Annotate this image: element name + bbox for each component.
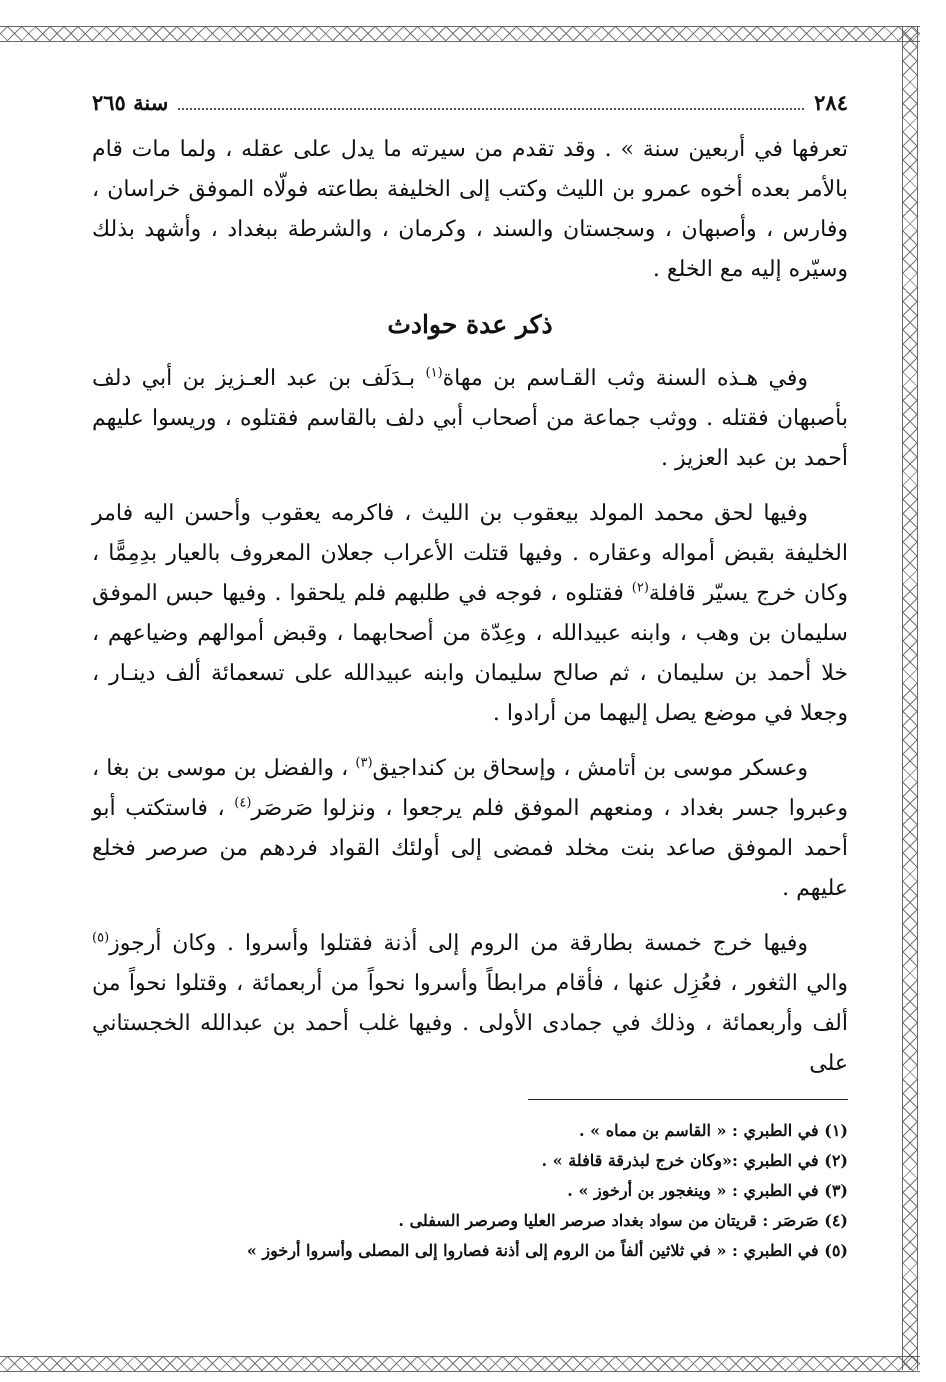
page-header (92, 90, 848, 130)
p3-text-c: ، فاستكتب أبو أحمد الموفق صاعد بنت مخلد فمضى إلى أولئك القواد فردهم من صرصر فخلع عليهم . (92, 796, 848, 901)
footnote-ref-1: (١) (425, 365, 443, 381)
decorative-border-right (902, 26, 918, 1370)
footnote-ref-2: (٢) (631, 580, 649, 596)
footnote-ref-4: (٤) (234, 795, 252, 811)
p3-text-a: وعسكر موسى بن أتامش ، وإسحاق بن كنداجيق (372, 756, 809, 781)
footnote-separator (528, 1099, 848, 1100)
footnote-4: (٤) صَرصَر : قريتان من سواد بغداد صرصر العليا وصرصر السفلى . (398, 1211, 848, 1230)
footnote-2: (٢) في الطبري :«وكان خرج لبذرقة قافلة » . (541, 1151, 848, 1170)
running-title: سنة ٢٦٥ (92, 90, 169, 115)
p1-text-b: بـدَلَف بن عبد العـزيز بن أبي دلف بأصبهان فقتله . ووثب جماعة من أصحاب أبي دلف بالقاسم فقتلوه ، وريسوا عليهم أحمد بن عبد العزيز . (92, 366, 848, 471)
footnote-ref-5: (٥) (92, 930, 110, 946)
paragraph-1 (92, 359, 848, 479)
footnote-5: (٥) في الطبري : « في ثلاثين ألفاً من الروم إلى أذنة فصاروا إلى المصلى وأسروا أرخوز » (246, 1241, 848, 1260)
section-title: ذكر عدة حوادث (387, 310, 553, 339)
paragraph-top: تعرفها في أربعين سنة » . وقد تقدم من سيرته ما يدل على عقله ، ولما مات قام بالأمر بعده أخوه عمرو بن الليث وكتب إلى الخليفة بطاعته فولّاه الموفق خراسان ، وفارس ، وأصبهان ، وسجستان والسند ، وكرمان ، والشرطة ببغداد ، وأشهد بذلك وسيّره إليه مع الخلع . (92, 137, 848, 282)
page-number: ٢٨٤ (814, 90, 848, 115)
paragraph-4 (92, 924, 848, 1084)
footnote-3: (٣) في الطبري : « وينغجور بن أرخوز » . (567, 1181, 848, 1200)
footnotes (92, 1116, 848, 1266)
p2-text-a: وفيها لحق محمد المولد بيعقوب بن الليث ، فاكرمه يعقوب وأحسن اليه فامر الخليفة بقبض أمواله وعقاره . وفيها قتلت الأعراب جعلان المعروف بالعيار بدِمِمًّا ، وكان خرج يسيّر قافلة (92, 501, 848, 606)
p3-text-b: ، والفضل بن موسى بن بغا ، وعبروا جسر بغداد ، ومنعهم الموفق فلم يرجعوا ، ونزلوا صَرصَر (92, 756, 848, 821)
p1-text-a: وفي هـذه السنة وثب القـاسم بن مهاة (442, 366, 808, 391)
header-leader-dots (178, 94, 804, 110)
paragraph-3 (92, 749, 848, 909)
decorative-border-bottom (0, 1356, 920, 1372)
p2-text-b: فقتلوه ، فوجه في طلبهم فلم يلحقوا . وفيها حبس الموفق سليمان بن وهب ، وابنه عبيدالله ، وعِدّة من أصحابهما ، وقبض أموالهم وضياعهم ، خلا أحمد بن سليمان ، ثم صالح سليمان وابنه عبيدالله على تسعمائة ألف دينـار ، وجعلا في موضع يصل إليهما من أرادوا . (92, 581, 848, 726)
footnote-ref-3: (٣) (355, 755, 373, 771)
p4-text-a: وفيها خرج خمسة بطارقة من الروم إلى أذنة فقتلوا وأسروا . وكان أرجوز (109, 931, 808, 956)
paragraph-2 (92, 494, 848, 734)
book-page (92, 90, 848, 1266)
footnote-1: (١) في الطبري : « القاسم بن مماه » . (578, 1121, 848, 1140)
decorative-border-top (0, 26, 920, 42)
p4-text-b: والي الثغور ، فعُزِل عنها ، فأقام مرابطاً وأسروا نحواً من أربعمائة ، وقتلوا نحواً من ألف وأربعمائة ، وذلك في جمادى الأولى . وفيها غلب أحمد بن عبدالله الخجستاني على (92, 971, 848, 1076)
